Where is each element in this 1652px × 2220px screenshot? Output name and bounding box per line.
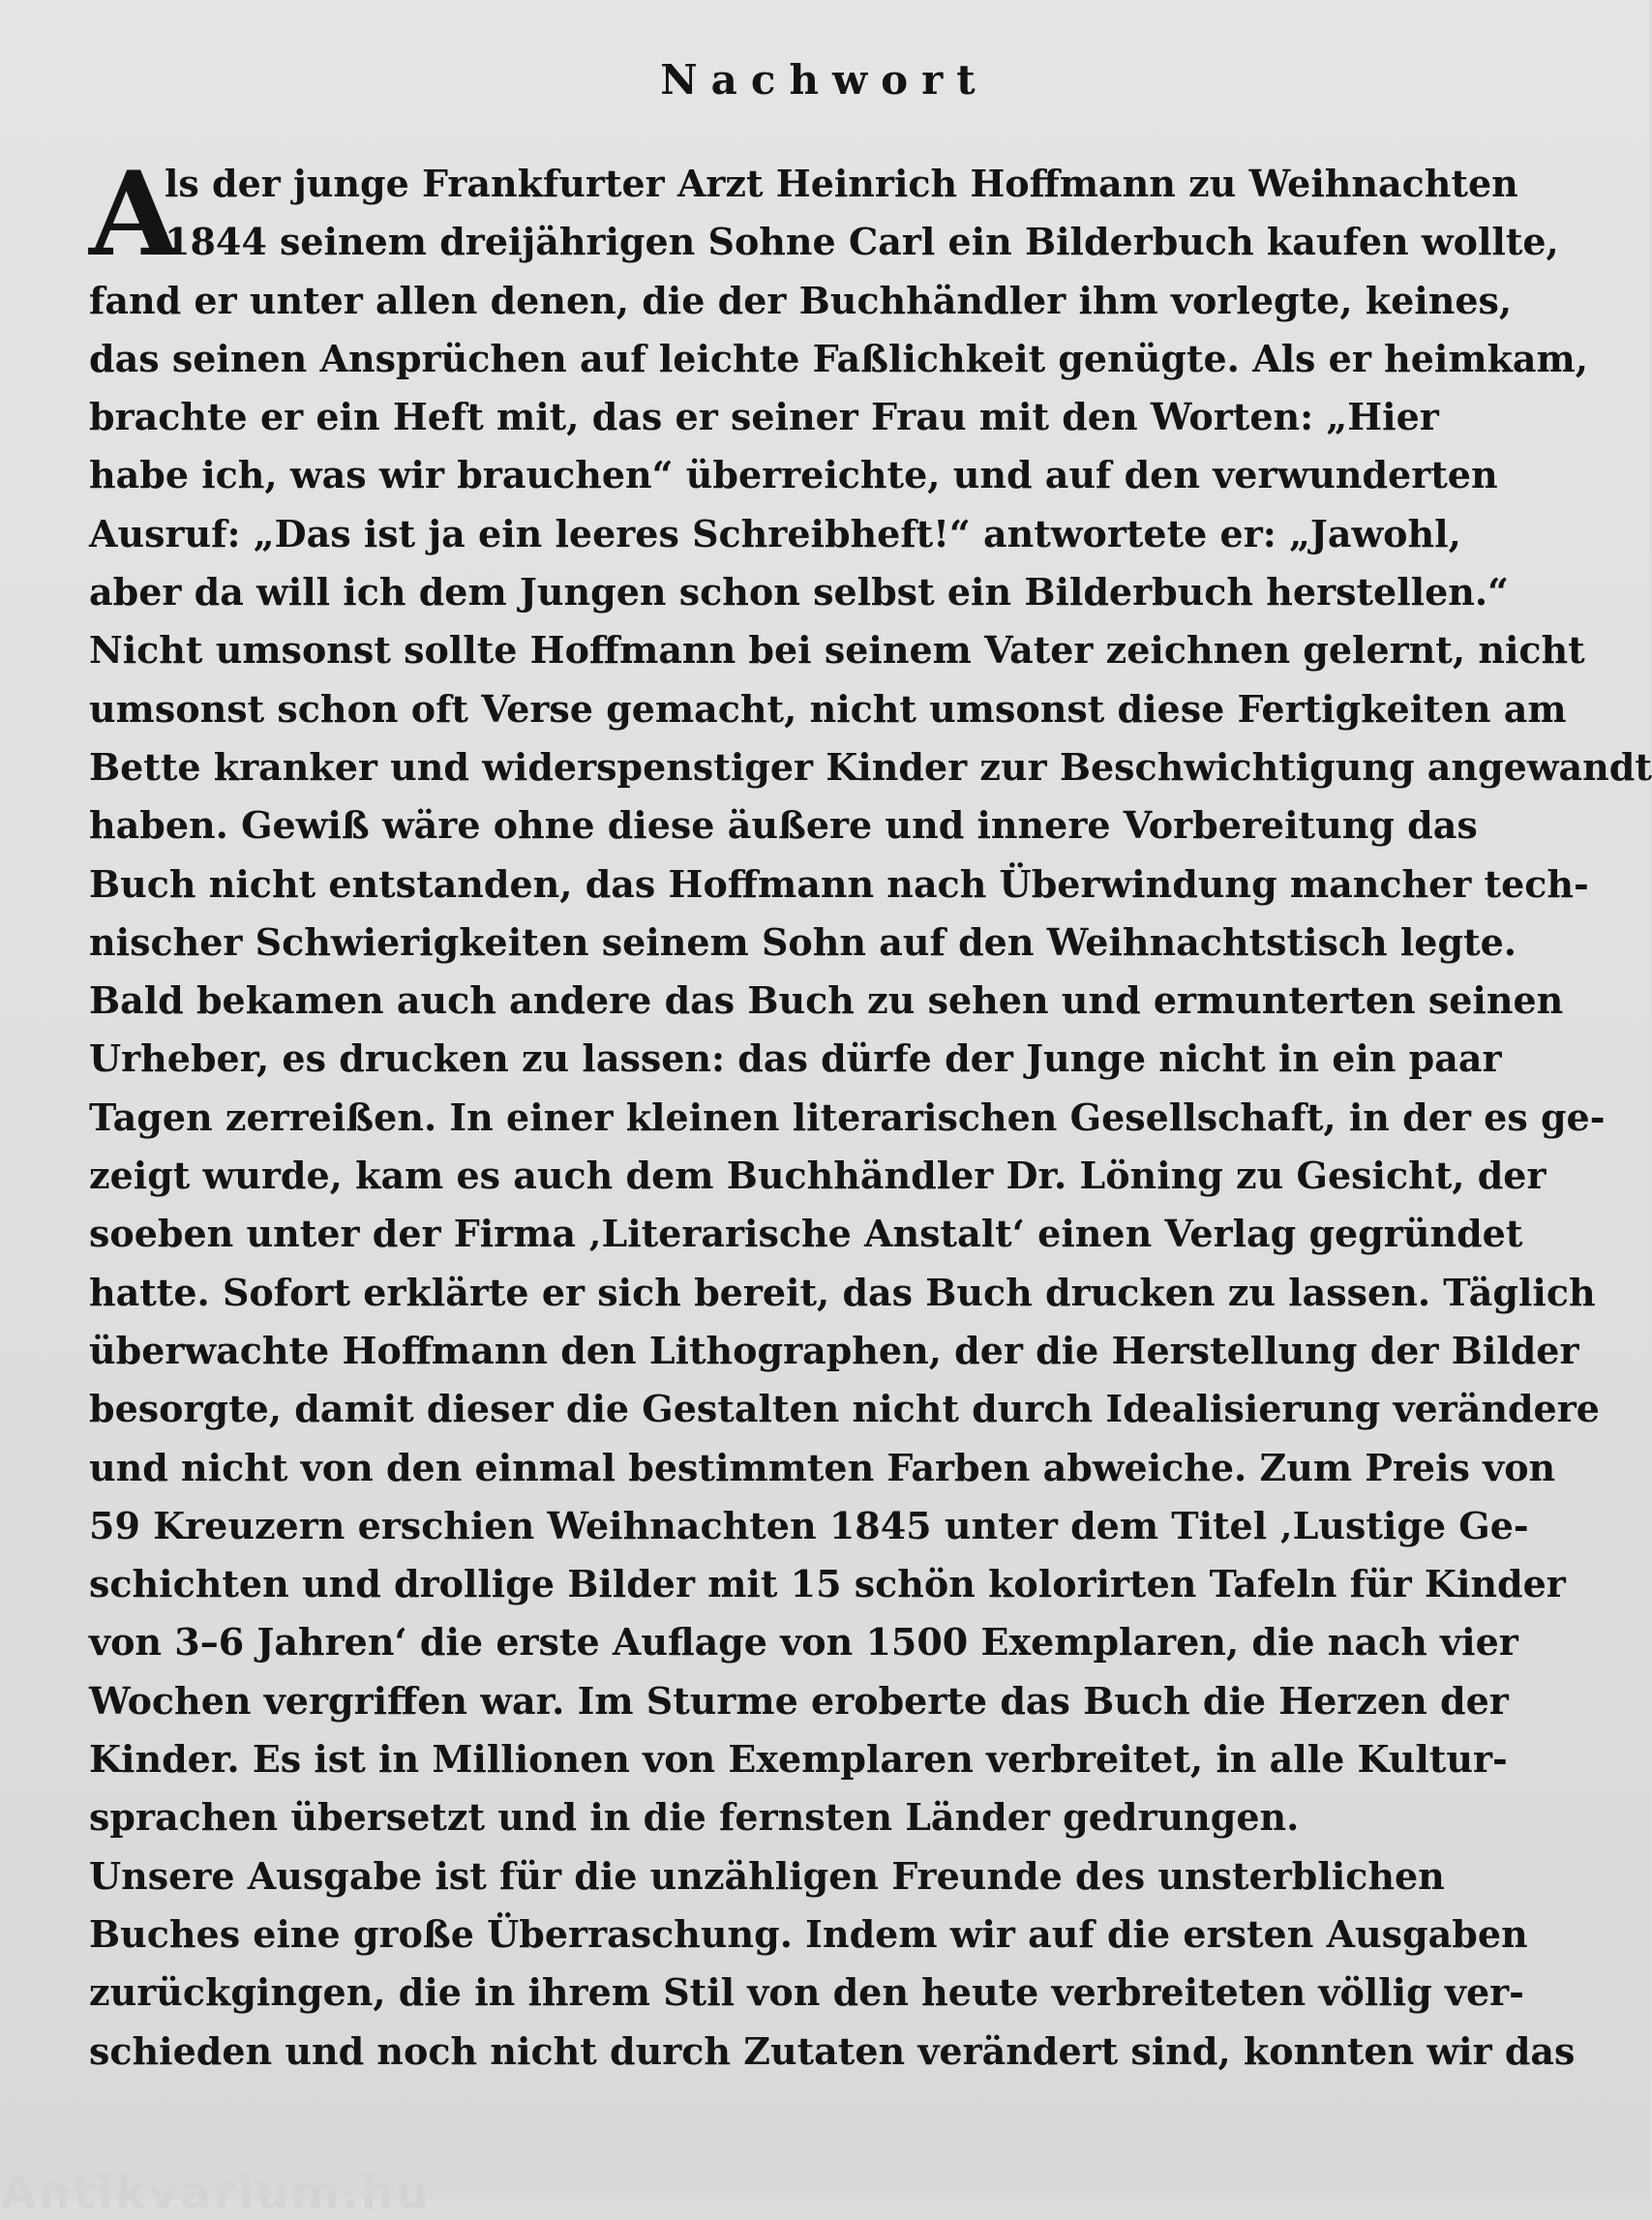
- body-text: [89, 146, 1652, 2081]
- text-line: Wochen vergriffen war. Im Sturme eroberte das Buch die Herzen der: [89, 1678, 1509, 1723]
- text-line: und nicht von den einmal bestimmten Farben abweiche. Zum Preis von: [89, 1445, 1556, 1489]
- text-line: 1844 seinem dreijährigen Sohne Carl ein Bilderbuch kaufen wollte,: [165, 220, 1559, 264]
- watermark: Antikvarium.hu: [0, 2166, 432, 2220]
- text-line: Urheber, es drucken zu lassen: das dürfe der Junge nicht in ein paar: [89, 1036, 1502, 1081]
- text-line: zeigt wurde, kam es auch dem Buchhändler Dr. Löning zu Gesicht, der: [89, 1154, 1547, 1198]
- text-line: Nicht umsonst sollte Hoffmann bei seinem Vater zeichnen gelernt, nicht: [89, 628, 1585, 673]
- text-line: fand er unter allen denen, die der Buchhändler ihm vorlegte, keines,: [89, 278, 1513, 322]
- text-line: Bald bekamen auch andere das Buch zu sehen und ermunterten seinen: [89, 978, 1564, 1023]
- text-line: schichten und drollige Bilder mit 15 schön kolorirten Tafeln für Kinder: [89, 1562, 1566, 1606]
- text-line: sprachen übersetzt und in die fernsten Länder gedrungen.: [89, 1795, 1300, 1840]
- page-title: Nachwort: [660, 56, 989, 104]
- text-line: Ausruf: „Das ist ja ein leeres Schreibheft!“ antwortete er: „Jawohl,: [89, 511, 1461, 555]
- text-line: das seinen Ansprüchen auf leichte Faßlichkeit genügte. Als er heimkam,: [89, 336, 1588, 380]
- text-line: Tagen zerreißen. In einer kleinen literarischen Gesellschaft, in der es ge-: [89, 1095, 1606, 1139]
- text-line: besorgte, damit dieser die Gestalten nicht durch Idealisierung verändere: [89, 1387, 1600, 1431]
- text-line: Buches eine große Überraschung. Indem wir auf die ersten Ausgaben: [89, 1911, 1528, 1956]
- text-line: hatte. Sofort erklärte er sich bereit, das Buch drucken zu lassen. Täglich: [89, 1270, 1596, 1314]
- text-line: habe ich, was wir brauchen“ überreichte, und auf den verwunderten: [89, 453, 1498, 497]
- text-line: nischer Schwierigkeiten seinem Sohn auf den Weihnachtstisch legte.: [89, 919, 1517, 964]
- text-line: überwachte Hoffmann den Lithographen, der die Herstellung der Bilder: [89, 1328, 1579, 1372]
- text-line: Unsere Ausgabe ist für die unzähligen Freunde des unsterblichen: [89, 1853, 1445, 1898]
- drop-cap-letter: A: [89, 146, 180, 283]
- text-line: Bette kranker und widerspenstiger Kinder zur Beschwichtigung angewandt: [89, 744, 1652, 789]
- text-line: 59 Kreuzern erschien Weihnachten 1845 unter dem Titel ‚Lustige Ge-: [89, 1503, 1529, 1547]
- text-line: soeben unter der Firma ‚Literarische Anstalt‘ einen Verlag gegründet: [89, 1212, 1523, 1256]
- text-line: von 3–6 Jahren‘ die erste Auflage von 1500 Exemplaren, die nach vier: [89, 1620, 1518, 1665]
- text-line: schieden und noch nicht durch Zutaten verändert sind, konnten wir das: [89, 2028, 1576, 2073]
- text-line: aber da will ich dem Jungen schon selbst ein Bilderbuch herstellen.“: [89, 570, 1509, 615]
- text-line: Kinder. Es ist in Millionen von Exemplaren verbreitet, in alle Kultur-: [89, 1737, 1508, 1782]
- text-line: Buch nicht entstanden, das Hoffmann nach Überwindung mancher tech-: [89, 861, 1589, 906]
- text-line: ls der junge Frankfurter Arzt Heinrich Hoffmann zu Weihnachten: [165, 162, 1518, 205]
- text-line: haben. Gewiß wäre ohne diese äußere und innere Vorbereitung das: [89, 803, 1478, 848]
- text-line: brachte er ein Heft mit, das er seiner Frau mit den Worten: „Hier: [89, 395, 1439, 439]
- text-line: umsonst schon oft Verse gemacht, nicht umsonst diese Fertigkeiten am: [89, 686, 1567, 731]
- text-line: zurückgingen, die in ihrem Stil von den heute verbreiteten völlig ver-: [89, 1970, 1524, 2015]
